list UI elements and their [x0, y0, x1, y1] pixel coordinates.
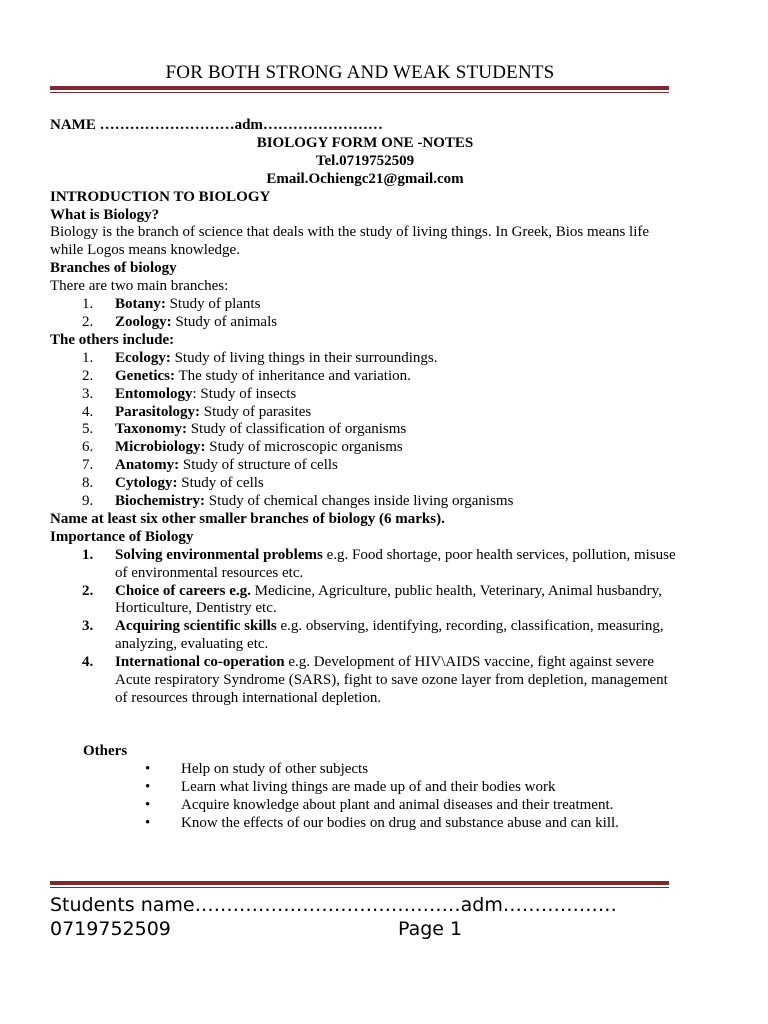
- others-bullet-list: [50, 761, 680, 833]
- header-rule-thin: [50, 92, 669, 93]
- footer-page-number: Page 1: [398, 918, 463, 940]
- list-item-term: Biochemistry:: [115, 493, 205, 510]
- other-branch-item: [50, 475, 680, 493]
- list-item-text: [115, 654, 680, 708]
- page-footer: [50, 893, 680, 941]
- list-item-number: 4.: [82, 654, 94, 671]
- footer-rule: [50, 881, 669, 888]
- header-rule: [50, 86, 669, 93]
- bullet-icon: •: [145, 796, 151, 813]
- document-body: [50, 117, 680, 832]
- list-item-description: Study of microscopic organisms: [205, 439, 403, 456]
- footer-row: [50, 917, 680, 941]
- name-line: NAME ………………………adm……………………: [50, 117, 383, 133]
- list-item-term: Anatomy:: [115, 457, 180, 474]
- others-bullet-item: [50, 815, 680, 833]
- list-item-term: Solving environmental problems: [115, 546, 323, 563]
- bullet-icon: •: [145, 778, 151, 795]
- list-item-description: Study of plants: [165, 296, 261, 313]
- list-item-text: [115, 618, 680, 654]
- other-branch-item: [50, 350, 680, 368]
- list-item-term: Zoology:: [115, 313, 172, 330]
- list-item-description: Study of classification of organisms: [186, 421, 407, 438]
- main-branches-list: [50, 296, 680, 332]
- list-item-number: 4.: [82, 403, 94, 420]
- other-branch-item: [50, 457, 680, 475]
- list-item-description: Medicine, Agriculture, public health, Veterinary, Animal husbandry, Horticulture, Dentistry etc.: [115, 582, 662, 617]
- other-branch-item: [50, 368, 680, 386]
- list-item-number: 1.: [82, 296, 94, 313]
- other-branch-item: [50, 404, 680, 422]
- list-item-term: International co-operation: [115, 654, 285, 671]
- other-branch-item: [50, 439, 680, 457]
- list-item-description: : Study of insects: [192, 385, 297, 402]
- importance-item: [50, 618, 680, 654]
- intro-heading: INTRODUCTION TO BIOLOGY: [50, 188, 271, 205]
- list-item-number: 2.: [82, 367, 94, 384]
- list-item-text: [115, 386, 680, 404]
- importance-list: [50, 547, 680, 708]
- importance-item: [50, 547, 680, 583]
- bullet-text: Know the effects of our bodies on drug and substance abuse and can kill.: [181, 814, 619, 831]
- main-branch-item: [50, 296, 680, 314]
- list-item-text: [115, 439, 680, 457]
- list-item-description: e.g. observing, identifying, recording, classification, measuring, analyzing, evaluating etc.: [115, 618, 664, 653]
- list-item-term: Acquiring scientific skills: [115, 618, 277, 635]
- list-item-description: Study of structure of cells: [179, 457, 338, 474]
- main-branch-item: [50, 314, 680, 332]
- other-branch-item: [50, 493, 680, 511]
- others-bullet-item: [50, 779, 680, 797]
- footer-rule-thick: [50, 881, 669, 885]
- footer-students-line: Students name……………………………………adm………………: [50, 894, 617, 916]
- footer-rule-thin: [50, 887, 669, 888]
- list-item-number: 3.: [82, 385, 94, 402]
- what-is-biology-heading: What is Biology?: [50, 206, 160, 223]
- list-item-description: Study of chemical changes inside living organisms: [204, 493, 514, 510]
- list-item-number: 2.: [82, 582, 94, 599]
- list-item-description: e.g. Development of HIV\AIDS vaccine, fight against severe Acute respiratory Syndrome (SARS), fight to save ozone layer from depletion, management of resources through international depletion.: [115, 654, 668, 706]
- list-item-number: 2.: [82, 313, 94, 330]
- list-item-description: e.g. Food shortage, poor health services, pollution, misuse of environmental resources etc.: [115, 546, 676, 581]
- list-item-text: [115, 350, 680, 368]
- list-item-description: The study of inheritance and variation.: [174, 367, 411, 384]
- list-item-term: Cytology:: [115, 475, 178, 492]
- doc-title: BIOLOGY FORM ONE -NOTES: [256, 134, 474, 151]
- list-item-text: [115, 314, 680, 332]
- list-item-term: Microbiology:: [115, 439, 206, 456]
- others-bullet-item: [50, 797, 680, 815]
- list-item-number: 5.: [82, 421, 94, 438]
- exam-question: Name at least six other smaller branches of biology (6 marks).: [50, 510, 445, 527]
- others-include-heading: The others include:: [50, 331, 175, 348]
- list-item-text: [115, 296, 680, 314]
- importance-heading: Importance of Biology: [50, 528, 194, 545]
- list-item-number: 6.: [82, 439, 94, 456]
- contact-tel: Tel.0719752509: [315, 152, 415, 169]
- list-item-text: [115, 583, 680, 619]
- list-item-term: Taxonomy:: [115, 421, 187, 438]
- list-item-number: 3.: [82, 618, 94, 635]
- bullet-text: Acquire knowledge about plant and animal diseases and their treatment.: [181, 796, 614, 813]
- list-item-term: Choice of careers e.g.: [115, 582, 251, 599]
- bullet-icon: •: [145, 814, 151, 831]
- others-bullet-item: [50, 761, 680, 779]
- list-item-text: [115, 368, 680, 386]
- list-item-text: [115, 493, 680, 511]
- importance-item: [50, 654, 680, 708]
- other-branches-list: [50, 350, 680, 511]
- header-rule-thick: [50, 86, 669, 90]
- bullet-icon: •: [145, 760, 151, 777]
- list-item-number: 9.: [82, 493, 94, 510]
- list-item-text: [115, 547, 680, 583]
- list-item-term: Parasitology:: [115, 403, 200, 420]
- other-branch-item: [50, 386, 680, 404]
- bullet-text: Help on study of other subjects: [181, 760, 369, 777]
- list-item-description: Study of cells: [177, 475, 264, 492]
- list-item-text: [115, 404, 680, 422]
- list-item-term: Botany:: [115, 296, 166, 313]
- importance-item: [50, 583, 680, 619]
- list-item-text: [115, 457, 680, 475]
- other-branch-item: [50, 421, 680, 439]
- what-is-biology-text: Biology is the branch of science that deals with the study of living things. In Greek, Bios means life while Logos means knowledge.: [50, 224, 650, 259]
- list-item-number: 1.: [82, 349, 94, 366]
- list-item-description: Study of living things in their surroundings.: [170, 349, 438, 366]
- contact-email: Email.Ochiengc21@gmail.com: [266, 170, 464, 187]
- bullet-text: Learn what living things are made up of and their bodies work: [181, 778, 556, 795]
- list-item-term: Ecology:: [115, 349, 171, 366]
- list-item-term: Genetics:: [115, 367, 175, 384]
- list-item-text: [115, 475, 680, 493]
- list-item-text: [115, 421, 680, 439]
- footer-phone: 0719752509: [50, 918, 171, 940]
- list-item-term: Entomology: [115, 385, 193, 402]
- branches-heading: Branches of biology: [50, 260, 177, 277]
- list-item-number: 8.: [82, 475, 94, 492]
- list-item-number: 1.: [82, 546, 94, 563]
- list-item-description: Study of animals: [171, 313, 278, 330]
- list-item-number: 7.: [82, 457, 94, 474]
- list-item-description: Study of parasites: [199, 403, 312, 420]
- branches-intro: There are two main branches:: [50, 278, 229, 295]
- others-heading: Others: [83, 742, 128, 759]
- page-header-title: FOR BOTH STRONG AND WEAK STUDENTS: [165, 62, 555, 83]
